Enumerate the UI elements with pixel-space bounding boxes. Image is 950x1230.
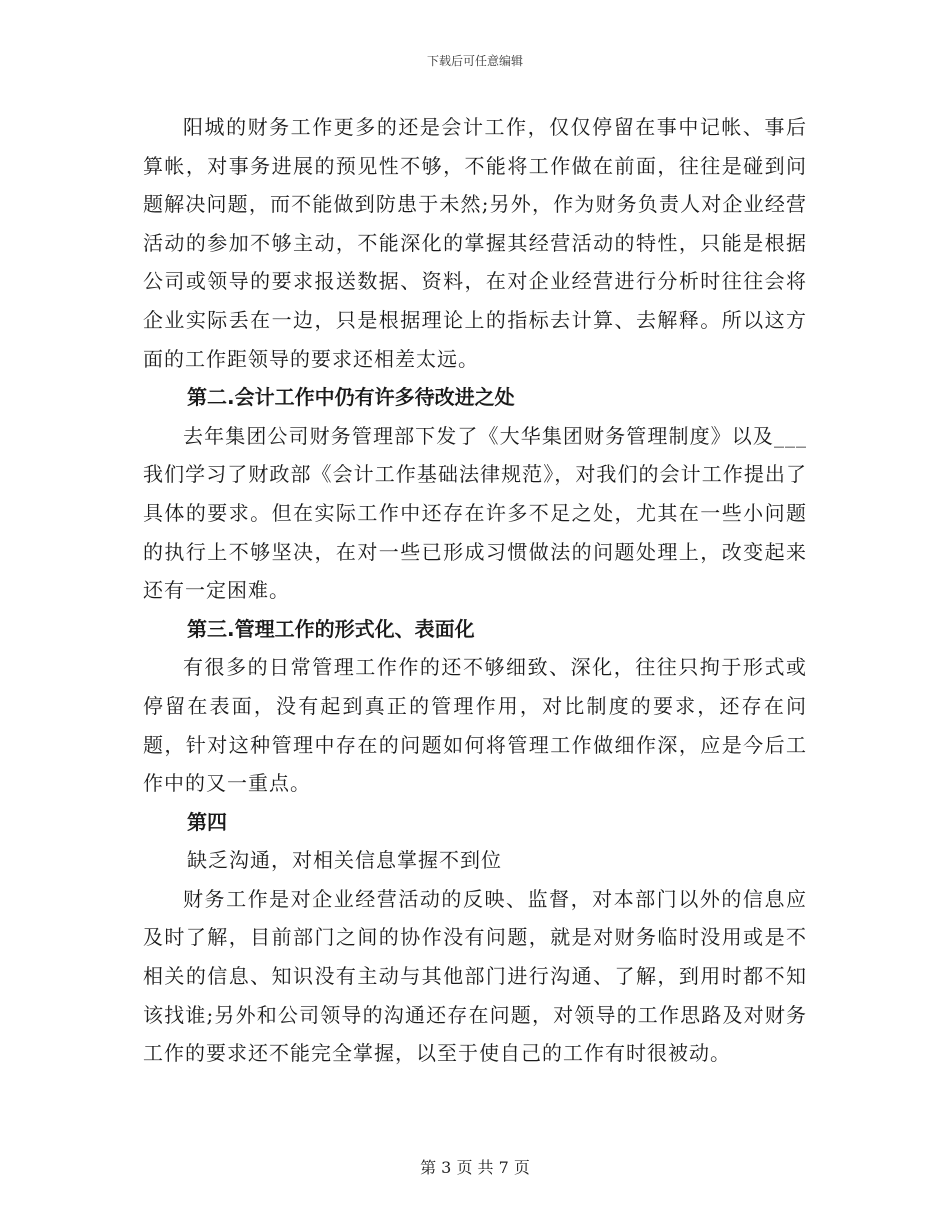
paragraph-3: 有很多的日常管理工作作的还不够细致、深化，往往只拘于形式或停留在表面，没有起到真正的管理作用，对比制度的要求，还存在问题，针对这种管理中存在的问题如何将管理工作做细作深，应是今后工作中的又一重点。 [143,655,807,796]
section-heading-3: 第三.管理工作的形式化、表面化 [187,616,475,641]
paragraph-1: 阳城的财务工作更多的还是会计工作，仅仅停留在事中记帐、事后算帐，对事务进展的预见性不够，不能将工作做在前面，往往是碰到问题解决问题，而不能做到防患于未然;另外，作为财务负责人对企业经营活动的参加不够主动，不能深化的掌握其经营活动的特性，只能是根据公司或领导的要求报送数据、资料，在对企业经营进行分析时往往会将企业实际丢在一边，只是根据理论上的指标去计算、去解释。所以这方面的工作距领导的要求还相差太远。 [143,115,807,371]
document-body [143,108,807,1073]
paragraph-2: 去年集团公司财务管理部下发了《大华集团财务管理制度》以及___我们学习了财政部《会计工作基础法律规范》，对我们的会计工作提出了具体的要求。但在实际工作中还存在许多不足之处，尤其在一些小问题的执行上不够坚决，在对一些已形成习惯做法的问题处理上，改变起来还有一定困难。 [143,423,807,603]
page-number-footer: 第 3 页 共 7 页 [420,1158,530,1177]
page-header-note: 下载后可任意编辑 [426,54,523,68]
section-subtitle-4: 缺乏沟通，对相关信息掌握不到位 [187,848,502,873]
section-heading-2: 第二.会计工作中仍有许多待改进之处 [187,385,515,410]
section-heading-4: 第四 [187,809,227,834]
paragraph-4: 财务工作是对企业经营活动的反映、监督，对本部门以外的信息应及时了解，目前部门之间的协作没有问题，就是对财务临时没用或是不相关的信息、知识没有主动与其他部门进行沟通、了解，到用时都不知该找谁;另外和公司领导的沟通还存在问题，对领导的工作思路及对财务工作的要求还不能完全掌握，以至于使自己的工作有时很被动。 [143,886,807,1066]
